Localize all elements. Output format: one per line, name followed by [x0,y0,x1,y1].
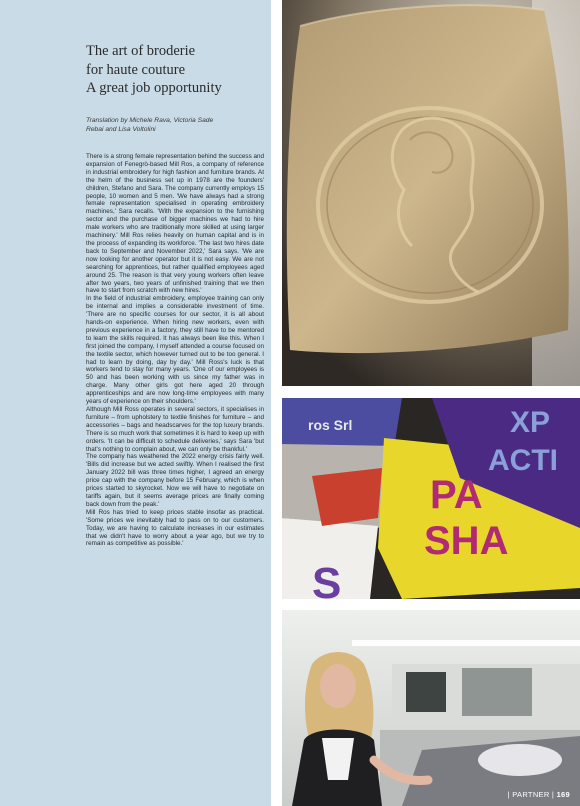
paragraph-4: The company has weathered the 2022 energy crisis fairly well. 'Bills did increase but we acted swiftly. When I realised the first January 2022 bill was three times higher, I agreed an energy price cap with the company before 15 February, which is when prices started to skyrocket. Now we will have to negotiate on tariffs again, but it seems average prices are finally coming back down from the peak.' [86,453,264,508]
page-footer [508,790,570,799]
patch-text-sha: SHA [424,519,509,563]
translation-credit [86,116,261,134]
title-line-1: The art of broderie [86,43,196,59]
text-column [0,0,271,806]
patch-text-pa: PA [430,473,483,517]
title-line-3: A great job opportunity [86,80,222,96]
article-body [86,153,264,548]
patch-text-s: S [312,559,342,599]
patch-text-act: ACTI [488,444,558,477]
photo-embroidered-cushion [282,0,580,386]
photo-embroidered-patches [282,398,580,599]
credit-line-2: Rebai and Lisa Voltolini [86,126,156,133]
paragraph-5: Mill Ros has tried to keep prices stable insofar as practical. 'Some prices we inevitably had to pass on to our customers. Today, we are having to calculate increases in our estimates that we didn't have to worry about a year ago, but we try to remain as competitive as possible.' [86,508,264,548]
article-title [86,42,261,98]
paragraph-2: In the field of industrial embroidery, employee training can only be internal and implies a considerable investment of time. 'There are no specific courses for our sector, it is all about hands-on experience. When hiring new workers, even with previous experience in a factory, they still have to be mentored to learn the skills required. It has always been like this. When I first joined the company, I myself attended a course focused on the textile sector, which however turned out to be too general. I had to learn by doing, day by day.' Mill Ross's luck is that workers tend to stay for many years. 'One of our employees is 50 and has been working with us since my father was in charge. Many other girls got here aged 20 through apprenticeships and are now long-time employees with many years of experience on their shoulders.' [86,295,264,406]
credit-line-1: Translation by Michele Rava, Victoria Sade [86,117,214,124]
magazine-name: | PARTNER | [507,790,555,799]
photo-embroidery-operator [282,610,580,806]
fabric-label-text: ros Srl [308,417,353,433]
paragraph-3: Although Mill Ross operates in several sectors, it specialises in furniture – from upholstery to textile finishes for furniture – and accessories – bags and headscarves for the top luxury brands. There is so much work that sometimes it is hard to keep up with orders. 'It can be difficult to schedule deliveries,' says Sara 'but that's nothing to complain about, we can only be thankful.' [86,406,264,453]
paragraph-1: There is a strong female representation behind the success and expansion of Fenegrò-based Mill Ros, a company of reference in industrial embroidery for high fashion and furniture brands. At the helm of the business set up in 1978 are the founders' children, Stefano and Sara. The company currently employs 15 people, 10 women and 5 men. 'We have always had a strong female representation specialised in operating embroidery machines,' Sara recalls. 'With the expansion to the furnishing sector and the purchase of bigger machines we had to hire male workers who are traditionally more skilled at using larger machinery.' Mill Ros relies heavily on human capital and is in the process of expanding its workforce. 'The last two hires date back to September and November 2022,' Sara says. 'We are now looking for another operator but it is not easy. We are not searching for apprentices, but rather qualified employees aged around 25. The reason is that very young workers often leave after two years, two years of unfinished training that we then have to start from scratch with new hires.' [86,153,264,295]
page-number: 169 [556,790,570,799]
title-line-2: for haute couture [86,61,186,78]
patch-text-xp: XP [510,406,551,439]
